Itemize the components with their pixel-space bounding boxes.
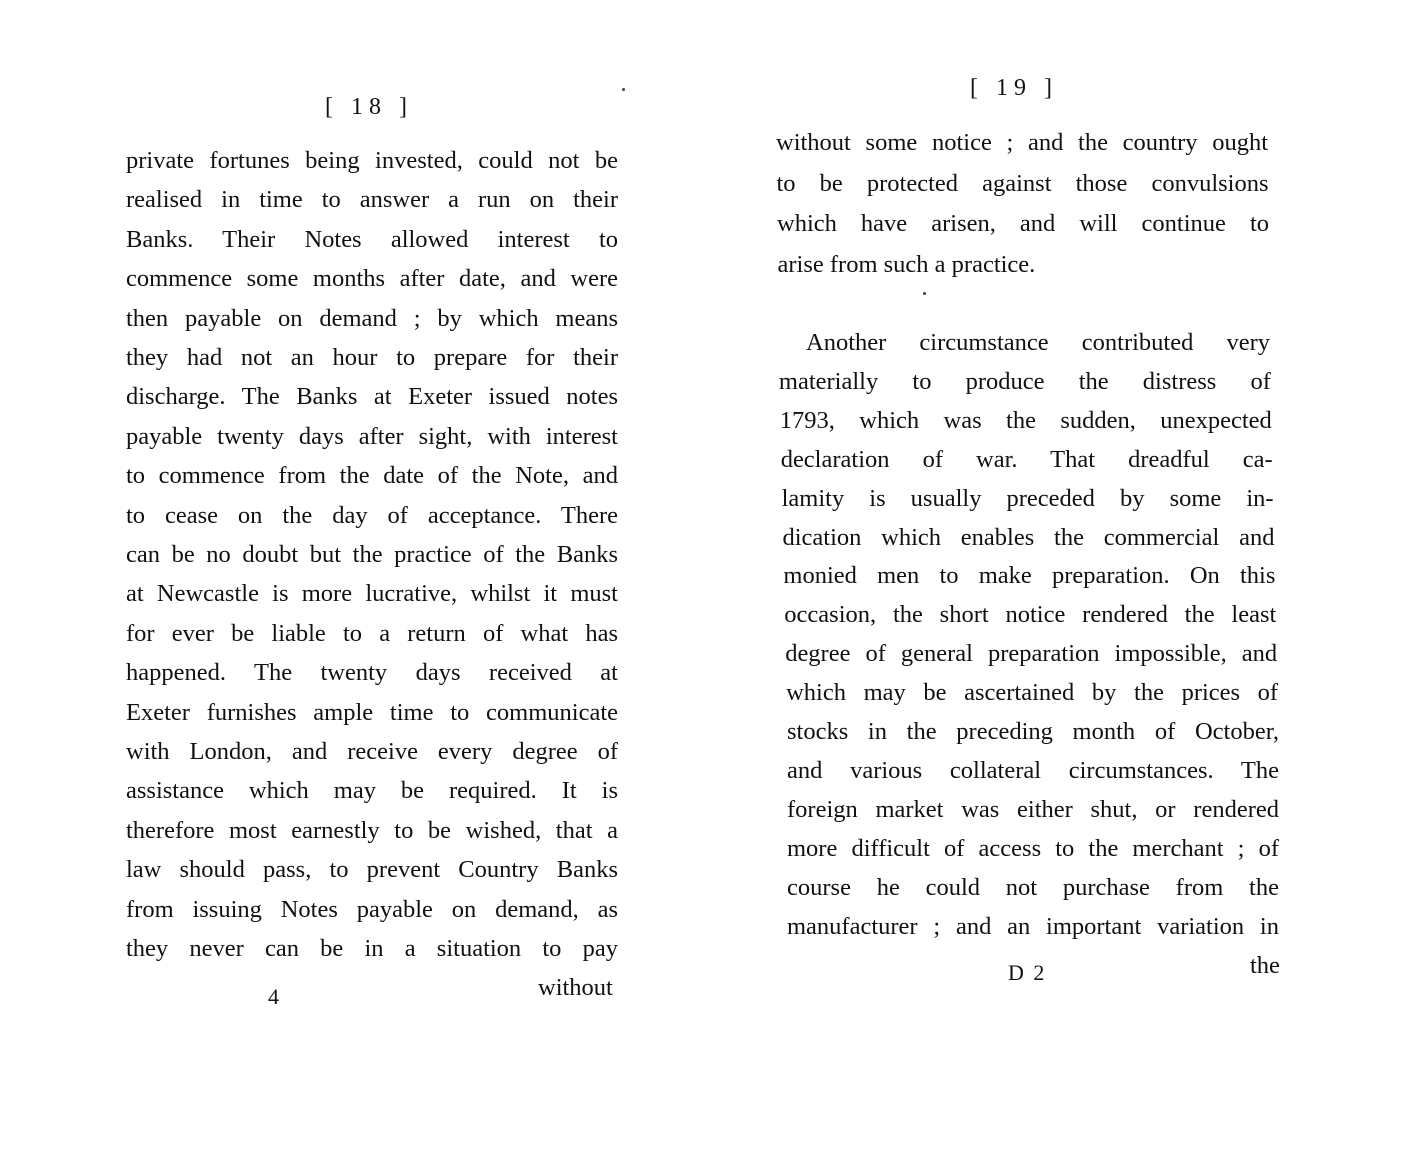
text-line: therefore most earnestly to be wished, that a xyxy=(126,816,618,844)
text-line: they never can be in a situation to pay xyxy=(126,935,618,962)
page-number-right: [ 19 ] xyxy=(970,75,1058,101)
text-line: and various collateral circumstances. The xyxy=(787,756,1279,784)
text-line: realised in time to answer a run on their xyxy=(126,186,618,214)
text-line: course he could not purchase from the xyxy=(787,873,1279,901)
scan-speck xyxy=(923,292,926,295)
text-line: declaration of war. That dreadful ca- xyxy=(780,445,1273,473)
text-line: more difficult of access to the merchant ; of xyxy=(787,834,1279,862)
text-line: law should pass, to prevent Country Banks xyxy=(126,856,618,884)
text-line: then payable on demand ; by which means xyxy=(126,304,618,332)
text-line: at Newcastle is more lucrative, whilst it must xyxy=(126,580,618,608)
text-line: they had not an hour to prepare for their xyxy=(126,344,618,371)
text-line: assistance which may be required. It is xyxy=(126,777,618,805)
text-line: Another circumstance contributed very xyxy=(806,329,1270,356)
text-line: materially to produce the distress of xyxy=(778,367,1271,395)
text-line: happened. The twenty days received at xyxy=(126,659,618,687)
text-line: which may be ascertained by the prices of xyxy=(786,679,1279,707)
text-line: to commence from the date of the Note, and xyxy=(126,462,618,490)
text-line: Banks. Their Notes allowed interest to xyxy=(126,225,618,253)
text-line: monied men to make preparation. On this xyxy=(783,562,1276,590)
scan-speck xyxy=(622,88,625,91)
text-line: degree of general preparation impossible, and xyxy=(785,640,1278,668)
text-line: with London, and receive every degree of xyxy=(126,738,618,765)
text-line: commence some months after date, and were xyxy=(126,265,618,293)
text-line: Exeter furnishes ample time to communicate xyxy=(126,698,618,726)
text-line: can be no doubt but the practice of the Banks xyxy=(126,541,618,568)
text-line: for ever be liable to a return of what has xyxy=(126,619,618,647)
catchword-right: the xyxy=(1250,952,1280,979)
text-line: lamity is usually preceded by some in- xyxy=(781,484,1274,512)
signature-mark-left: 4 xyxy=(268,984,281,1009)
right-page xyxy=(700,0,1403,1159)
text-line: 1793, which was the sudden, unexpected xyxy=(779,406,1272,434)
text-line: foreign market was either shut, or rendered xyxy=(787,795,1279,823)
text-line: dication which enables the commercial and xyxy=(782,523,1275,551)
text-line: private fortunes being invested, could not be xyxy=(126,147,618,174)
text-line: payable twenty days after sight, with interest xyxy=(126,422,618,450)
catchword-left: without xyxy=(538,974,613,1001)
text-line: manufacturer ; and an important variation in xyxy=(787,912,1279,940)
text-line: to be protected against those convulsions xyxy=(776,169,1269,197)
text-line: stocks in the preceding month of October, xyxy=(787,718,1279,745)
text-line: from issuing Notes payable on demand, as xyxy=(126,895,618,923)
page-number-left: [ 18 ] xyxy=(325,94,413,120)
signature-mark-right: D 2 xyxy=(1008,960,1047,985)
text-line: to cease on the day of acceptance. There xyxy=(126,501,618,529)
text-line: which have arisen, and will continue to xyxy=(777,210,1269,237)
text-line: arise from such a practice. xyxy=(777,250,1036,278)
text-line: without some notice ; and the country ought xyxy=(776,129,1268,156)
text-line: discharge. The Banks at Exeter issued notes xyxy=(126,383,618,411)
left-page xyxy=(0,0,700,1159)
text-line: occasion, the short notice rendered the least xyxy=(784,601,1277,629)
